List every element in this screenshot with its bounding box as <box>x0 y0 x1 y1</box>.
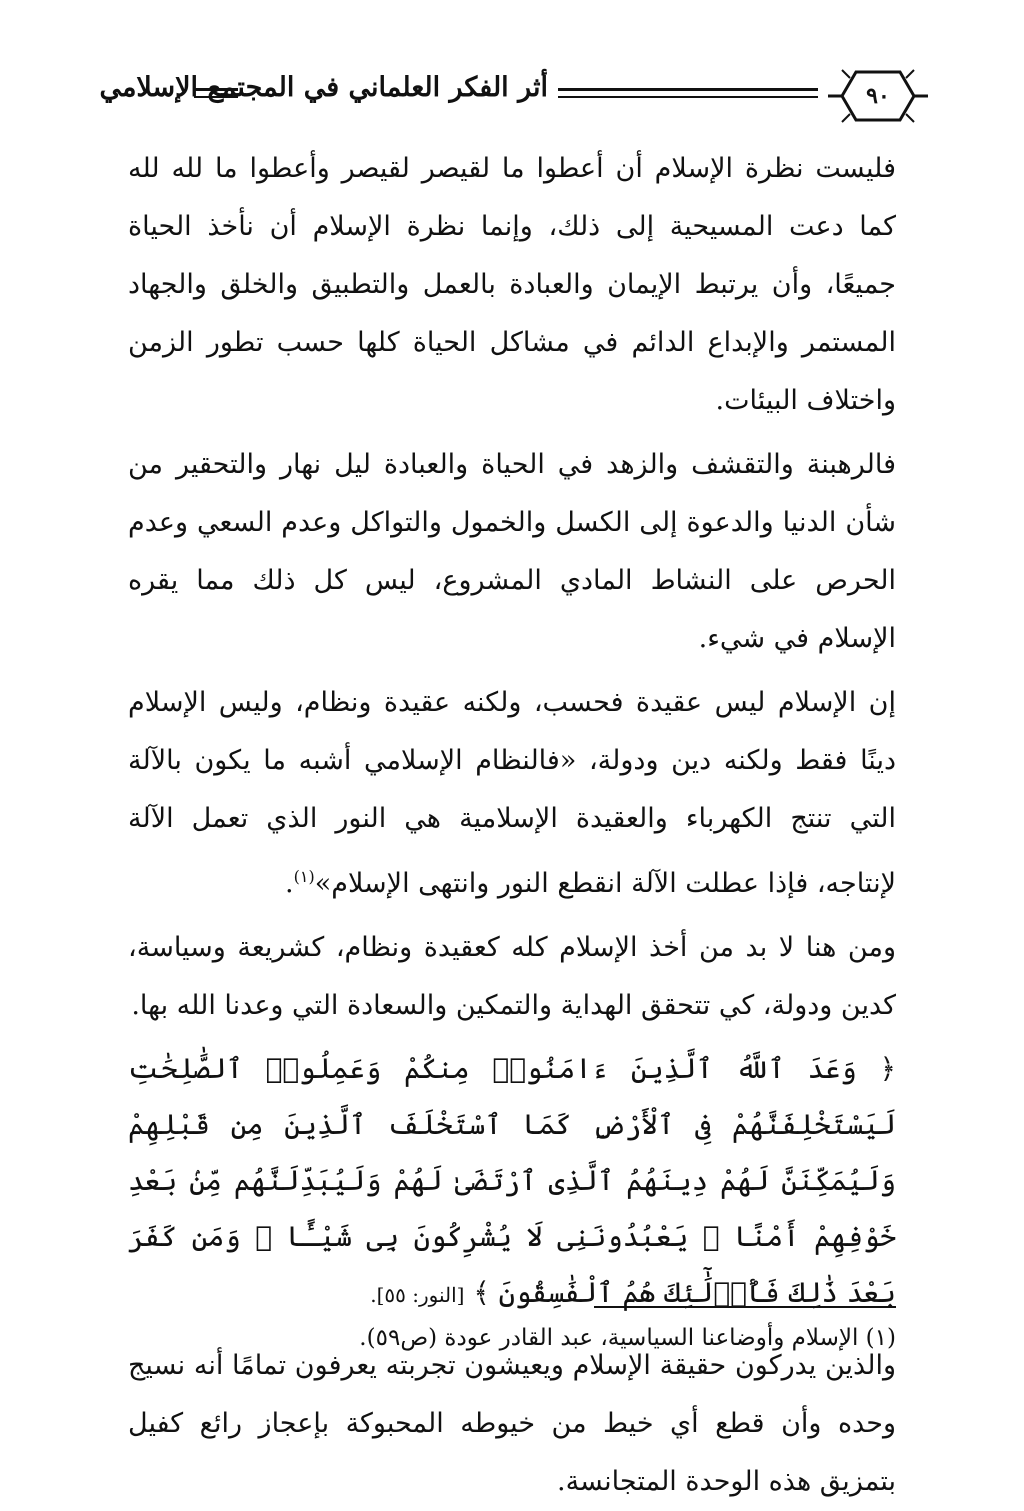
paragraph-3-text: إن الإسلام ليس عقيدة فحسب، ولكنه عقيدة ونظام، وليس الإسلام دينًا فقط ولكنه دين ودولة، «فالنظام الإسلامي أشبه ما يكون بالآلة التي تنتج الكهرباء والعقيدة الإسلامية هي النور الذي تعمل الآلة لإنتاجه، فإذا عطلت الآلة انقطع النور وانتهى الإسلام» <box>128 687 896 899</box>
paragraph-5: والذين يدركون حقيقة الإسلام ويعيشون تجربته يعرفون تمامًا أنه نسيج وحده وأن قطع أي خيط من خيوطه المحبوكة بإعجاز رائع كفيل بتمزيق هذه الوحدة المتجانسة. <box>128 1350 896 1497</box>
page-number-badge <box>826 64 930 128</box>
paragraph-3 <box>128 674 896 913</box>
paragraph-1: فليست نظرة الإسلام أن أعطوا ما لقيصر لقيصر وأعطوا ما لله لله كما دعت المسيحية إلى ذلك، وإنما نظرة الإسلام أن نأخذ الحياة جميعًا، وأن يرتبط الإيمان والعبادة بالعمل والتطبيق والخلق والجهاد المستمر والإبداع الدائم في مشاكل الحياة كلها حسب تطور الزمن واختلاف البيئات. <box>128 153 896 416</box>
footnote: (١) الإسلام وأوضاعنا السياسية، عبد القادر عودة (ص٥٩). <box>359 1325 896 1351</box>
paragraph-2: فالرهبنة والتقشف والزهد في الحياة والعبادة ليل نهار والتحقير من شأن الدنيا والدعوة إلى الكسل والخمول والتواكل وعدم السعي وعدم الحرص على النشاط المادي المشروع، ليس كل ذلك مما يقره الإسلام في شيء. <box>128 449 896 654</box>
header-rule-long <box>558 88 818 98</box>
running-title: أثر الفكر العلماني في المجتمع الإسلامي <box>99 72 548 103</box>
paragraph-3-end: . <box>285 868 294 899</box>
footnote-marker: (١) <box>293 867 315 886</box>
quran-verse <box>128 1041 896 1323</box>
quran-reference: [النور: ٥٥]. <box>370 1283 465 1307</box>
quran-verse-text: ﴿ وَعَدَ ٱللَّهُ ٱلَّذِينَ ءَامَنُوا۟ مِنكُمْ وَعَمِلُوا۟ ٱلصَّٰلِحَٰتِ لَيَسْتَخْلِفَنَّهُمْ فِى ٱلْأَرْضِ كَمَا ٱسْتَخْلَفَ ٱلَّذِينَ مِن قَبْلِهِمْ وَلَيُمَكِّنَنَّ لَهُمْ دِينَهُمُ ٱلَّذِى ٱرْتَضَىٰ لَهُمْ وَلَيُبَدِّلَنَّهُم مِّنۢ بَعْدِ خَوْفِهِمْ أَمْنًا ۚ يَعْبُدُونَنِى لَا يُشْرِكُونَ بِى شَيْـًٔا ۚ وَمَن كَفَرَ بَعْدَ ذَٰلِكَ فَأُو۟لَٰٓئِكَ هُمُ ٱلْفَٰسِقُونَ ﴾ <box>128 1052 896 1309</box>
paragraph-4: ومن هنا لا بد من أخذ الإسلام كله كعقيدة ونظام، كشريعة وسياسة، كدين ودولة، كي تتحقق الهداية والتمكين والسعادة التي وعدنا الله بها. <box>128 932 896 1021</box>
header-rule-short <box>194 88 238 98</box>
page-number: ٩٠ <box>866 83 890 109</box>
page-header <box>99 62 930 132</box>
footnote-divider <box>594 1306 896 1308</box>
